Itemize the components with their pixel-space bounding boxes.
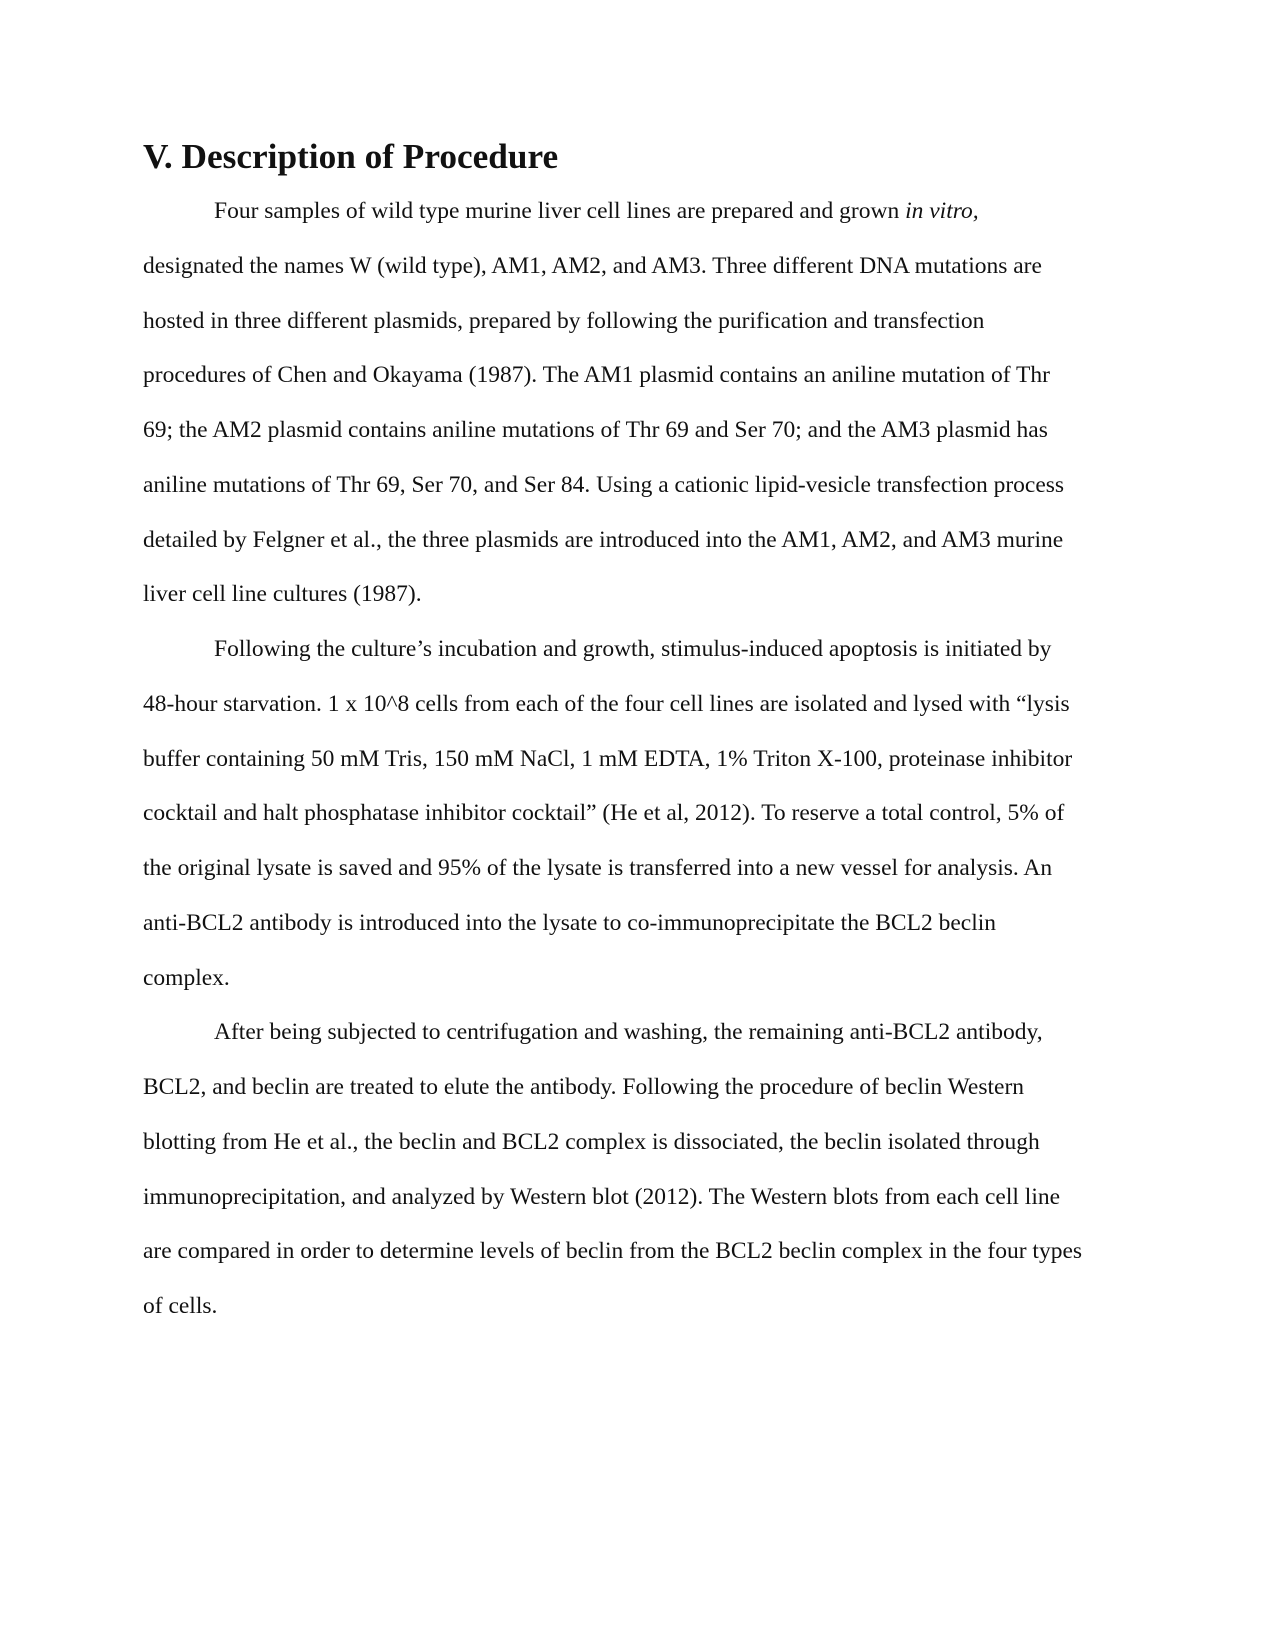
paragraph-1	[143, 184, 1083, 622]
paragraph-1-italic-term: in vitro,	[905, 198, 979, 224]
paragraph-1-text-rest: designated the names W (wild type), AM1, AM2, and AM3. Three different DNA mutations are hosted in three different plasmids, prepared by following the purification and transfection procedures of Chen and Okayama (1987). The AM1 plasmid contains an aniline mutation of Thr 69; the AM2 plasmid contains aniline mutations of Thr 69 and Ser 70; and the AM3 plasmid has aniline mutations of Thr 69, Ser 70, and Ser 84. Using a cationic lipid-vesicle transfection process detailed by Felgner et al., the three plasmids are introduced into the AM1, AM2, and AM3 murine liver cell line cultures (1987).	[143, 252, 1065, 608]
section-heading: V. Description of Procedure	[143, 137, 559, 176]
paragraph-2: Following the culture’s incubation and growth, stimulus-induced apoptosis is initiated by 48-hour starvation. 1 x 10^8 cells from each of the four cell lines are isolated and lysed with “lysis buffer containing 50 mM Tris, 150 mM NaCl, 1 mM EDTA, 1% Triton X-100, proteinase inhibitor cocktail and halt phosphatase inhibitor cocktail” (He et al, 2012). To reserve a total control, 5% of the original lysate is saved and 95% of the lysate is transferred into a new vessel for analysis. An anti-BCL2 antibody is introduced into the lysate to co-immunoprecipitate the BCL2 beclin complex.	[143, 636, 1073, 991]
paragraph-3: After being subjected to centrifugation and washing, the remaining anti-BCL2 antibody, BCL2, and beclin are treated to elute the antibody. Following the procedure of beclin Western blotting from He et al., the beclin and BCL2 complex is dissociated, the beclin isolated through immunoprecipitation, and analyzed by Western blot (2012). The Western blots from each cell line are compared in order to determine levels of beclin from the BCL2 beclin complex in the four types of cells.	[143, 1019, 1083, 1319]
document-body	[143, 137, 1083, 1334]
paragraph-1-text-start: Four samples of wild type murine liver cell lines are prepared and grown	[214, 198, 906, 224]
